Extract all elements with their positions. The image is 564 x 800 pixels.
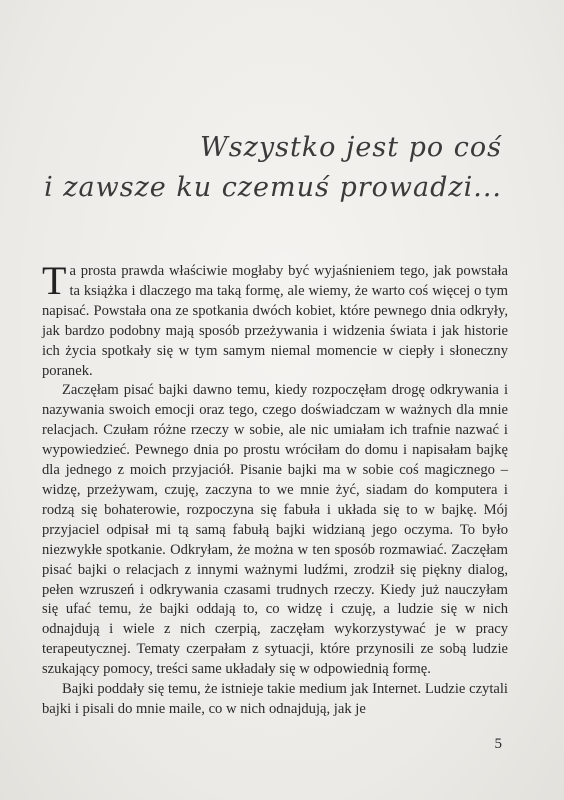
heading-line-1: Wszystko jest po coś bbox=[200, 132, 502, 163]
chapter-heading bbox=[44, 128, 502, 208]
heading-line-2: i zawsze ku czemuś prowadzi... bbox=[44, 172, 502, 203]
page-number: 5 bbox=[494, 736, 502, 752]
body-text bbox=[42, 258, 508, 720]
paragraph: Zaczęłam pisać bajki dawno temu, kiedy rozpoczęłam drogę odkrywania i nazywania swoich emocji oraz tego, czego doświadczam w ważnych dla mnie relacjach. Czułam różne rzeczy w sobie, ale nic umiałam ich trafnie nazwać i wypowiedzieć. Pewnego dnia po prostu wróciłam do domu i napisałam bajkę dla jednego z moich przyjaciół. Pisanie bajki ma w sobie coś magicznego – widzę, przeżywam, czuję, zaczyna to we mnie żyć, siadam do komputera i rodzą się bohaterowie, rozpoczyna się fabuła i układa się to w bajkę. Mój przyjaciel odpisał mi tą samą fabułą bajki widzianą jego oczyma. To było niezwykłe spotkanie. Odkryłam, że można w ten sposób rozmawiać. Zaczęłam pisać bajki o relacjach z innymi ważnymi ludźmi, zrodził się piękny dialog, pełen wzruszeń i odkrywania czasami trudnych rzeczy. Kiedy już nauczyłam się ufać temu, że bajki oddają to, co widzę i czuję, a ludzie się w nich odnajdują i wiele z nich czerpią, zaczęłam wykorzystywać je w pracy terapeutycznej. Tematy czerpałam z sytuacji, które przynosili ze sobą ludzie szukający pomocy, treści same układały się w odpowiednią formę. bbox=[42, 382, 508, 678]
paragraph bbox=[42, 258, 508, 381]
paragraph-text: a prosta prawda właściwie mogłaby być wyjaśnieniem tego, jak powstała ta książka i dlaczego ma taką formę, ale wiemy, że warto coś więcej o tym napisać. Powstała ona ze spotkania dwóch kobiet, które pewnego dnia odkryły, jak bardzo podobny mają sposób przeżywania i widzenia świata i jak historie ich życia spotkały się w tym samym niemal momencie w ciepły i słoneczny poranek. bbox=[42, 263, 508, 379]
drop-cap: T bbox=[42, 258, 67, 303]
paragraph: Bajki poddały się temu, że istnieje takie medium jak Internet. Ludzie czytali bajki i pisali do mnie maile, co w nich odnajdują, jak je bbox=[42, 681, 508, 717]
